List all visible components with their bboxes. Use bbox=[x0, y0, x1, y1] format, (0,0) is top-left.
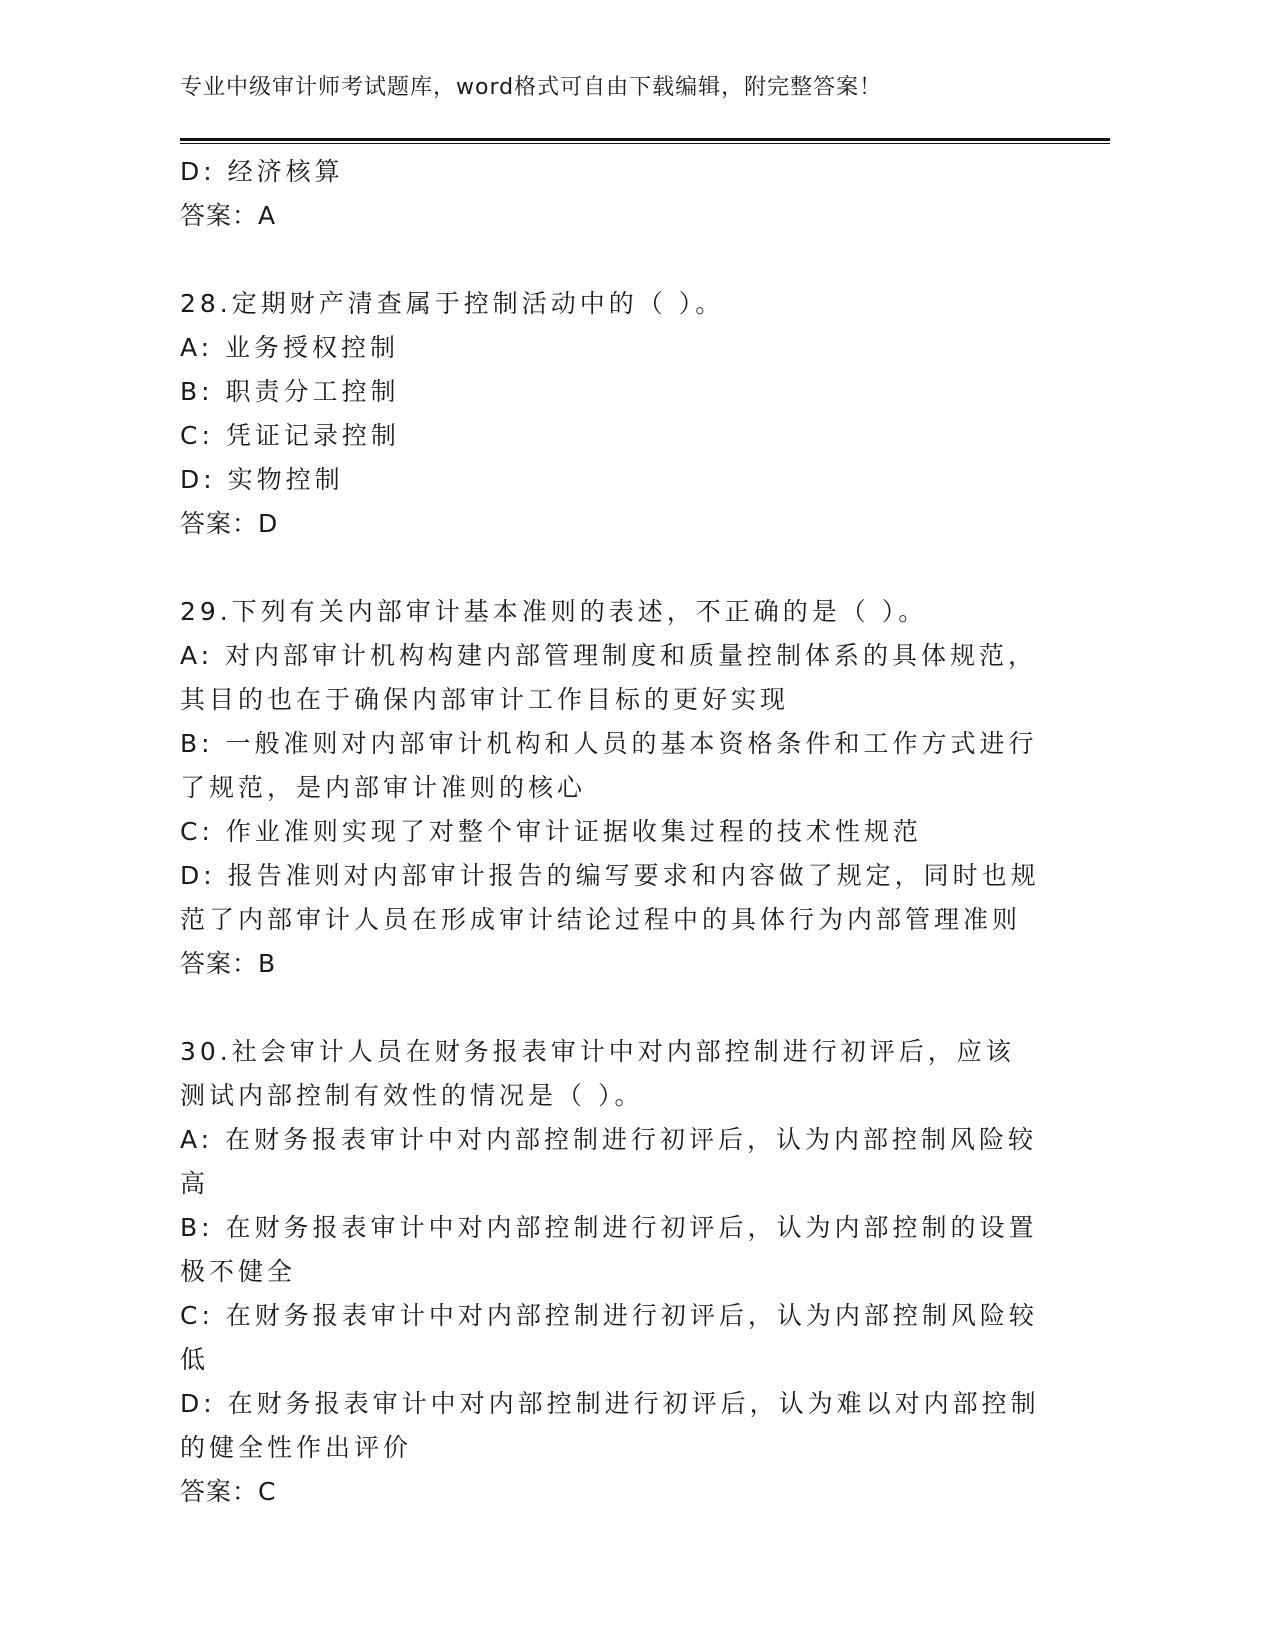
question-stem: 29.下列有关内部审计基本准则的表述，不正确的是（ ）。 bbox=[180, 597, 928, 626]
option-d: D: 经济核算 bbox=[180, 157, 344, 186]
option-c: C: 作业准则实现了对整个审计证据收集过程的技术性规范 bbox=[180, 817, 922, 846]
option-b: B: 职责分工控制 bbox=[180, 377, 400, 406]
option-d: D: 实物控制 bbox=[180, 465, 344, 494]
option-b: B: 一般准则对内部审计机构和人员的基本资格条件和工作方式进行了规范，是内部审计准则的核心 bbox=[180, 729, 1038, 802]
question-stem: 30.社会审计人员在财务报表审计中对内部控制进行初评后，应该测试内部控制有效性的情况是（ ）。 bbox=[180, 1037, 1015, 1110]
answer: 答案：D bbox=[180, 509, 279, 538]
option-a: A: 对内部审计机构构建内部管理制度和质量控制体系的具体规范，其目的也在于确保内部审计工作目标的更好实现 bbox=[180, 641, 1038, 714]
option-d: D: 报告准则对内部审计报告的编写要求和内容做了规定，同时也规范了内部审计人员在形成审计结论过程中的具体行为内部管理准则 bbox=[180, 861, 1040, 934]
question-30 bbox=[180, 1030, 1040, 1514]
option-d: D: 在财务报表审计中对内部控制进行初评后，认为难以对内部控制的健全性作出评价 bbox=[180, 1389, 1040, 1462]
option-a: A: 在财务报表审计中对内部控制进行初评后，认为内部控制风险较高 bbox=[180, 1125, 1038, 1198]
option-c: C: 在财务报表审计中对内部控制进行初评后，认为内部控制风险较低 bbox=[180, 1301, 1038, 1374]
answer: 答案：A bbox=[180, 201, 277, 230]
document-body bbox=[180, 150, 1040, 1514]
question-stem: 28.定期财产清查属于控制活动中的（ ）。 bbox=[180, 289, 725, 318]
answer: 答案：C bbox=[180, 1477, 277, 1506]
page-header: 专业中级审计师考试题库，word格式可自由下载编辑，附完整答案！ bbox=[180, 75, 883, 100]
question-29 bbox=[180, 590, 1040, 986]
question-27-tail bbox=[180, 150, 1040, 238]
option-b: B: 在财务报表审计中对内部控制进行初评后，认为内部控制的设置极不健全 bbox=[180, 1213, 1038, 1286]
option-a: A: 业务授权控制 bbox=[180, 333, 400, 362]
option-c: C: 凭证记录控制 bbox=[180, 421, 400, 450]
header-divider bbox=[180, 138, 1110, 144]
answer: 答案：B bbox=[180, 949, 277, 978]
question-28 bbox=[180, 282, 1040, 546]
